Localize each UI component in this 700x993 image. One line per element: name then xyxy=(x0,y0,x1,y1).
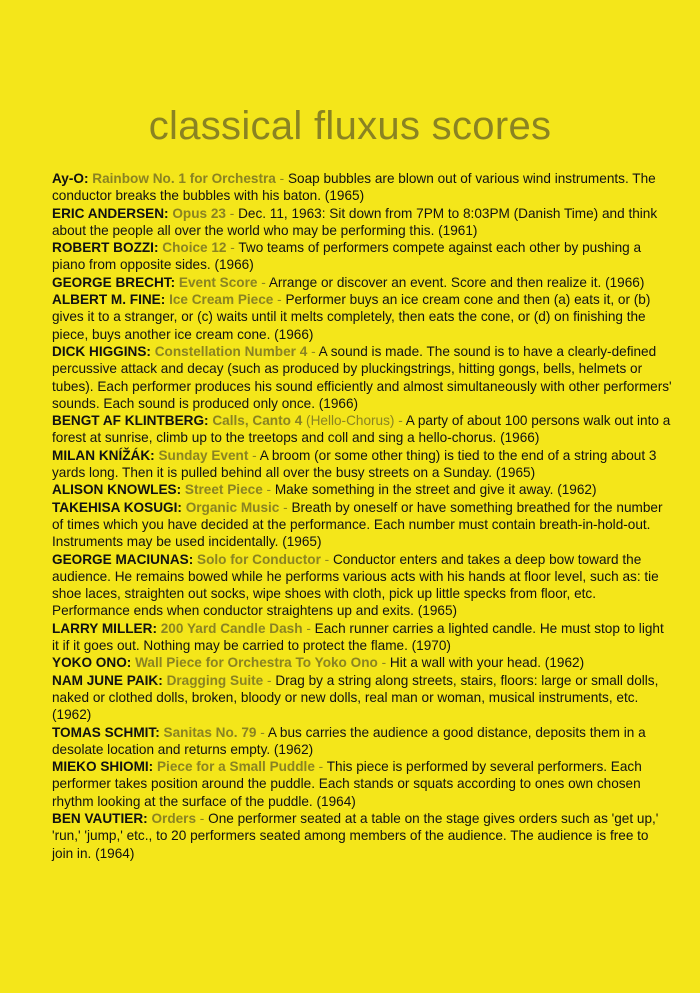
separator-dash: - xyxy=(226,240,239,256)
score-entry xyxy=(52,205,672,240)
separator-dash: - xyxy=(307,343,319,359)
score-entry xyxy=(52,620,672,655)
separator-dash: - xyxy=(314,759,327,775)
score-description: Each runner carries a lighted candle. He must stop to light it if it goes out. Nothing may be carried to protect the flame. (1970) xyxy=(52,620,664,654)
artist-name: TOMAS SCHMIT: xyxy=(52,724,160,740)
score-entry xyxy=(52,724,672,759)
work-title: 200 Yard Candle Dash xyxy=(160,620,303,636)
artist-name: GEORGE BRECHT: xyxy=(52,274,176,290)
separator-dash: - xyxy=(302,620,315,636)
separator-dash: - xyxy=(256,724,268,740)
work-title: Dragging Suite xyxy=(166,672,264,688)
score-description: Two teams of performers compete against each other by pushing a piano from opposite sides. (1966) xyxy=(52,240,642,273)
score-entry xyxy=(52,274,672,291)
separator-dash: - xyxy=(263,672,276,688)
separator-dash: - xyxy=(196,810,209,826)
separator-dash: - xyxy=(394,413,406,429)
score-entry xyxy=(52,499,672,551)
score-entry xyxy=(52,447,672,482)
score-entry xyxy=(52,291,672,343)
separator-dash: - xyxy=(320,551,333,567)
page-title: classical fluxus scores xyxy=(148,104,552,148)
artist-name: BEN VAUTIER: xyxy=(52,810,148,826)
score-entry xyxy=(52,672,672,724)
separator-dash: - xyxy=(377,655,390,671)
artist-name: DICK HIGGINS: xyxy=(52,343,151,359)
work-title: Solo for Conductor xyxy=(197,551,321,567)
score-description: This piece is performed by several performers. Each performer takes position around the puddle. Each stands or squats according to ones own chosen rhythm looking at the surface of the puddle. (1964) xyxy=(52,759,642,809)
separator-dash: - xyxy=(225,205,239,221)
score-entry xyxy=(52,758,672,810)
score-entry xyxy=(52,551,672,620)
score-description: Make something in the street and give it away. (1962) xyxy=(274,482,597,498)
score-description: A party of about 100 persons walk out into a forest at sunrise, climb up to the treetops and coll and sing a hello-chorus. (1966) xyxy=(52,413,671,446)
score-description: Hit a wall with your head. (1962) xyxy=(389,655,585,671)
separator-dash: - xyxy=(262,482,275,498)
work-title: Constellation Number 4 xyxy=(154,343,308,359)
score-entry xyxy=(52,239,672,274)
work-title: Sanitas No. 79 xyxy=(163,724,257,740)
artist-name: LARRY MILLER: xyxy=(52,620,157,636)
artist-name: TAKEHISA KOSUGI: xyxy=(52,499,182,515)
separator-dash: - xyxy=(275,171,288,186)
artist-name: ALBERT M. FINE: xyxy=(52,292,166,308)
work-title: Rainbow No. 1 for Orchestra xyxy=(92,171,276,186)
score-entry xyxy=(52,412,672,447)
work-title: Piece for a Small Puddle xyxy=(156,759,315,775)
score-entry xyxy=(52,481,672,498)
score-description: Drag by a string along streets, stairs, floors: large or small dolls, naked or clothed dolls, broken, bloody or new dolls, real man or woman, musical instruments, etc. (1962) xyxy=(52,672,659,723)
score-description: Conductor enters and takes a deep bow toward the audience. He remains bowed while he performs various acts with his hands at floor level, such as: tie shoe laces, straighten out socks, wipe shoes with cloth, pick up little specks from floor, etc. Performance ends when conductor straightens up and exits. (1965) xyxy=(52,551,659,619)
separator-dash: - xyxy=(248,447,260,463)
work-title: Sunday Event xyxy=(158,447,249,463)
work-title: Organic Music xyxy=(185,499,280,515)
artist-name: Ay-O: xyxy=(52,171,89,186)
work-title: Choice 12 xyxy=(162,240,227,256)
work-title: Orders xyxy=(151,810,197,826)
score-entry xyxy=(52,343,672,412)
artist-name: NAM JUNE PAIK: xyxy=(52,672,163,688)
artist-name: MILAN KNÍŽÁK: xyxy=(52,447,155,463)
artist-name: GEORGE MACIUNAS: xyxy=(52,551,194,567)
separator-dash: - xyxy=(273,292,286,308)
score-description: A broom (or some other thing) is tied to the end of a string about 3 yards long. Then it is pulled behind all over the busy streets on a Sunday. (1965) xyxy=(52,447,657,481)
scores-list xyxy=(52,170,672,862)
artist-name: ERIC ANDERSEN: xyxy=(52,205,169,221)
work-title: Event Score xyxy=(178,274,258,290)
artist-name: MIEKO SHIOMI: xyxy=(52,759,154,775)
score-description: One performer seated at a table on the stage gives orders such as 'get up,' 'run,' 'jump,' etc., to 20 performers seated among members of the audience. The audience is free to join in. (1964) xyxy=(52,810,659,861)
artist-name: ALISON KNOWLES: xyxy=(52,482,182,498)
separator-dash: - xyxy=(257,274,269,290)
separator-dash: - xyxy=(279,499,292,515)
score-description: Performer buys an ice cream cone and then (a) eats it, or (b) gives it to a stranger, or (c) waits until it melts completely, then eats the cone, or (d) on finishing the piece, buys another ice cream cone. (1966) xyxy=(52,292,651,342)
artist-name: BENGT AF KLINTBERG: xyxy=(52,413,209,429)
score-description: Breath by oneself or have something breathed for the number of times which you have decided at the performance. Each number must contain breath-in-hold-out. Instruments may be used incidentally. (1965) xyxy=(52,499,663,550)
work-title: Ice Cream Piece xyxy=(169,292,274,308)
work-subtitle: (Hello-Chorus) xyxy=(302,413,395,429)
score-entry xyxy=(52,170,672,205)
work-title: Calls, Canto 4 xyxy=(212,413,303,429)
work-title: Opus 23 xyxy=(172,205,226,221)
artist-name: YOKO ONO: xyxy=(52,655,132,671)
score-description: Soap bubbles are blown out of various wind instruments. The conductor breaks the bubbles with his baton. (1965) xyxy=(52,171,656,204)
work-title: Street Piece xyxy=(184,482,263,498)
score-description: Dec. 11, 1963: Sit down from 7PM to 8:03PM (Danish Time) and think about the people all over the world who may be performing this. (1961) xyxy=(52,205,658,238)
score-entry xyxy=(52,654,672,671)
score-entry xyxy=(52,810,672,862)
score-description: A bus carries the audience a good distance, deposits them in a desolate location and returns empty. (1962) xyxy=(52,724,646,757)
work-title: Wall Piece for Orchestra To Yoko Ono xyxy=(135,655,378,671)
score-description: A sound is made. The sound is to have a clearly-defined percussive attack and decay (such as produced by pluckingstrings, hitting gongs, bells, helmets or tubes). Each performer produces his sound efficiently and almost simultaneously with other performers' sounds. Each sound is produced only once. (1966) xyxy=(52,343,672,411)
artist-name: ROBERT BOZZI: xyxy=(52,240,159,256)
score-description: Arrange or discover an event. Score and then realize it. (1966) xyxy=(268,274,645,290)
